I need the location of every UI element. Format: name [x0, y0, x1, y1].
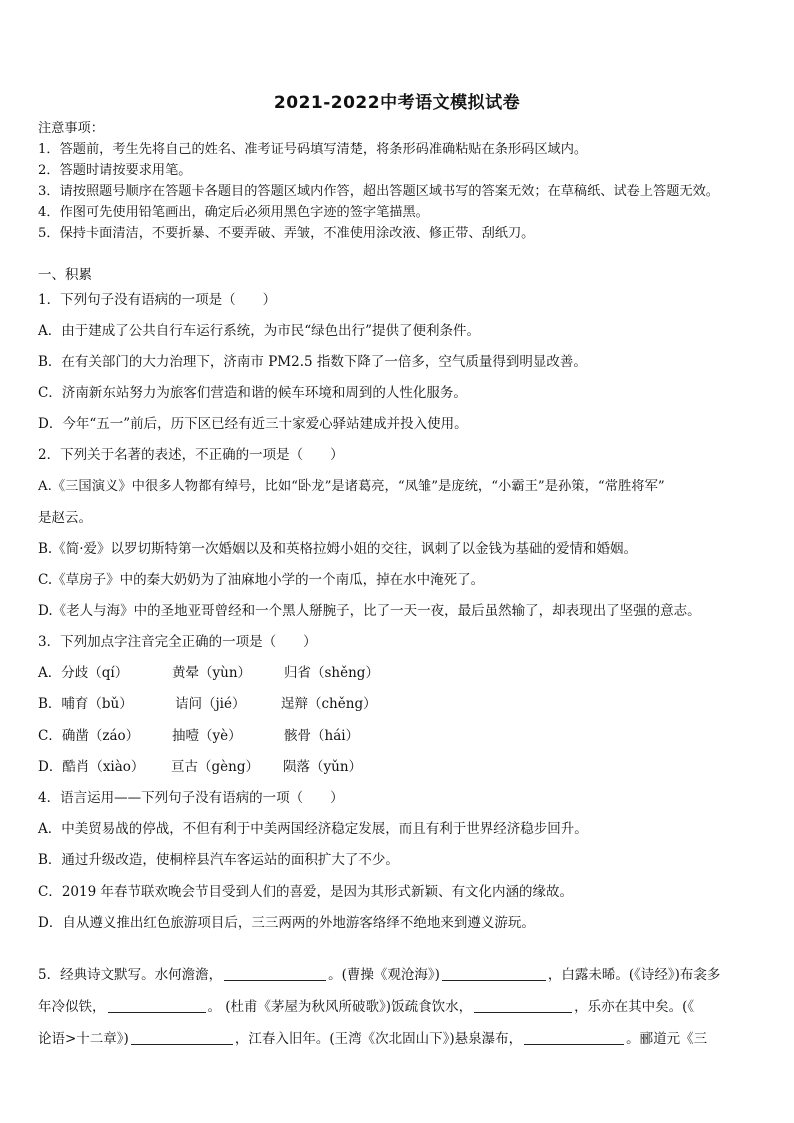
option-word: 诘问（jié） — [175, 696, 246, 712]
poem-line — [38, 1030, 707, 1048]
option-d — [38, 758, 362, 776]
page-title: 2021-2022中考语文模拟试卷 — [273, 93, 521, 113]
question-stem: 4．语言运用——下列句子没有语病的一项（ ） — [38, 790, 344, 806]
question-stem: 3．下列加点字注音完全正确的一项是（ ） — [38, 634, 317, 650]
option-c: C．济南新东站努力为旅客们营造和谐的候车环境和周到的人性化服务。 — [38, 385, 467, 401]
option-a: A．由于建成了公共自行车运行系统，为市民“绿色出行”提供了便利条件。 — [38, 323, 481, 339]
option-word: D．酷肖（xiào） — [38, 759, 145, 775]
option-b: B.《简·爱》以罗切斯特第一次婚姻以及和英格拉姆小姐的交往，讽刺了以金钱为基础的爱情和婚姻。 — [38, 541, 638, 557]
option-b: B．在有关部门的大力治理下，济南市 PM2.5 指数下降了一倍多，空气质量得到明显改善。 — [38, 354, 587, 370]
question-stem: 2．下列关于名著的表述，不正确的一项是（ ） — [38, 447, 344, 463]
poem-line — [38, 966, 720, 984]
answer-blank[interactable] — [131, 1030, 233, 1045]
answer-blank[interactable] — [442, 966, 546, 981]
option-c — [38, 727, 359, 745]
option-word: 抽噎（yè） — [172, 728, 242, 744]
poem-text: 5．经典诗文默写。水何澹澹， — [38, 967, 223, 983]
option-a — [38, 664, 379, 682]
option-word: 逞辩（chěng） — [281, 696, 377, 712]
poem-line — [38, 998, 694, 1016]
notice-item: 5．保持卡面清洁，不要折暴、不要弄破、弄皱，不准使用涂改液、修正带、刮纸刀。 — [38, 226, 535, 241]
option-b — [38, 695, 377, 713]
option-a: A.《三国演义》中很多人物都有绰号，比如“卧龙”是诸葛亮，“凤雏”是庞统，“小霸王”是孙策，“常胜将军” — [38, 479, 665, 494]
option-word: 归省（shěng） — [284, 665, 379, 681]
question-stem: 1．下列句子没有语病的一项是（ ） — [38, 292, 277, 308]
poem-text: 年冷似铁， — [38, 999, 106, 1015]
option-word: 骸骨（hái） — [284, 728, 360, 744]
option-a-continued: 是赵云。 — [38, 510, 92, 526]
poem-text: 。(曹操《观沧海》) — [328, 967, 440, 983]
notice-item: 3．请按照题号顺序在答题卡各题目的答题区域内作答，超出答题区域书写的答案无效；在草稿纸、试卷上答题无效。 — [38, 184, 719, 199]
answer-blank[interactable] — [224, 966, 326, 981]
poem-text: 。 (杜甫《茅屋为秋风所破歌》)饭疏食饮水， — [207, 999, 473, 1015]
option-word: C．确凿（záo） — [38, 728, 140, 744]
poem-text: ，乐亦在其中矣。(《 — [574, 999, 695, 1015]
option-b: B．通过升级改造，使桐梓县汽车客运站的面积扩大了不少。 — [38, 852, 399, 868]
poem-text: 论语>十二章》) — [38, 1031, 129, 1047]
poem-text: ，江春入旧年。(王湾《次北固山下》)悬泉瀑布， — [234, 1031, 523, 1047]
poem-text: 。郦道元《三 — [626, 1031, 708, 1047]
notice-item: 4．作图可先使用铅笔画出，确定后必须用黑色字迹的签字笔描黑。 — [38, 205, 429, 220]
option-word: 黄晕（yùn） — [172, 665, 252, 681]
notice-heading: 注意事项： — [38, 121, 104, 136]
option-word: A．分歧（qí） — [38, 665, 129, 681]
option-word: B．哺育（bǔ） — [38, 696, 133, 712]
option-word: 亘古（gèng） — [171, 759, 259, 775]
answer-blank[interactable] — [474, 998, 572, 1013]
option-d: D．自从遵义推出红色旅游项目后，三三两两的外地游客络绎不绝地来到遵义游玩。 — [38, 915, 535, 931]
option-d: D.《老人与海》中的圣地亚哥曾经和一个黑人掰腕子，比了一天一夜，最后虽然输了，却表现出了坚强的意志。 — [38, 603, 701, 619]
option-c: C.《草房子》中的秦大奶奶为了油麻地小学的一个南瓜，掉在水中淹死了。 — [38, 572, 485, 588]
option-d: D．今年“五一”前后，历下区已经有近三十家爱心驿站建成并投入使用。 — [38, 416, 468, 432]
poem-text: ，白露未晞。(《诗经》)布衾多 — [547, 967, 721, 983]
option-word: 陨落（yǔn） — [283, 759, 363, 775]
section-heading: 一、积累 — [38, 267, 92, 283]
option-c: C．2019 年春节联欢晚会节目受到人们的喜爱，是因为其形式新颖、有文化内涵的缘故。 — [38, 884, 573, 900]
answer-blank[interactable] — [524, 1030, 624, 1045]
option-a: A．中美贸易战的停战，不但有利于中美两国经济稳定发展，而且有利于世界经济稳步回升。 — [38, 821, 588, 837]
notice-item: 1．答题前，考生先将自己的姓名、准考证号码填写清楚，将条形码准确粘贴在条形码区域内。 — [38, 142, 588, 157]
answer-blank[interactable] — [108, 998, 206, 1013]
notice-item: 2．答题时请按要求用笔。 — [38, 163, 192, 178]
